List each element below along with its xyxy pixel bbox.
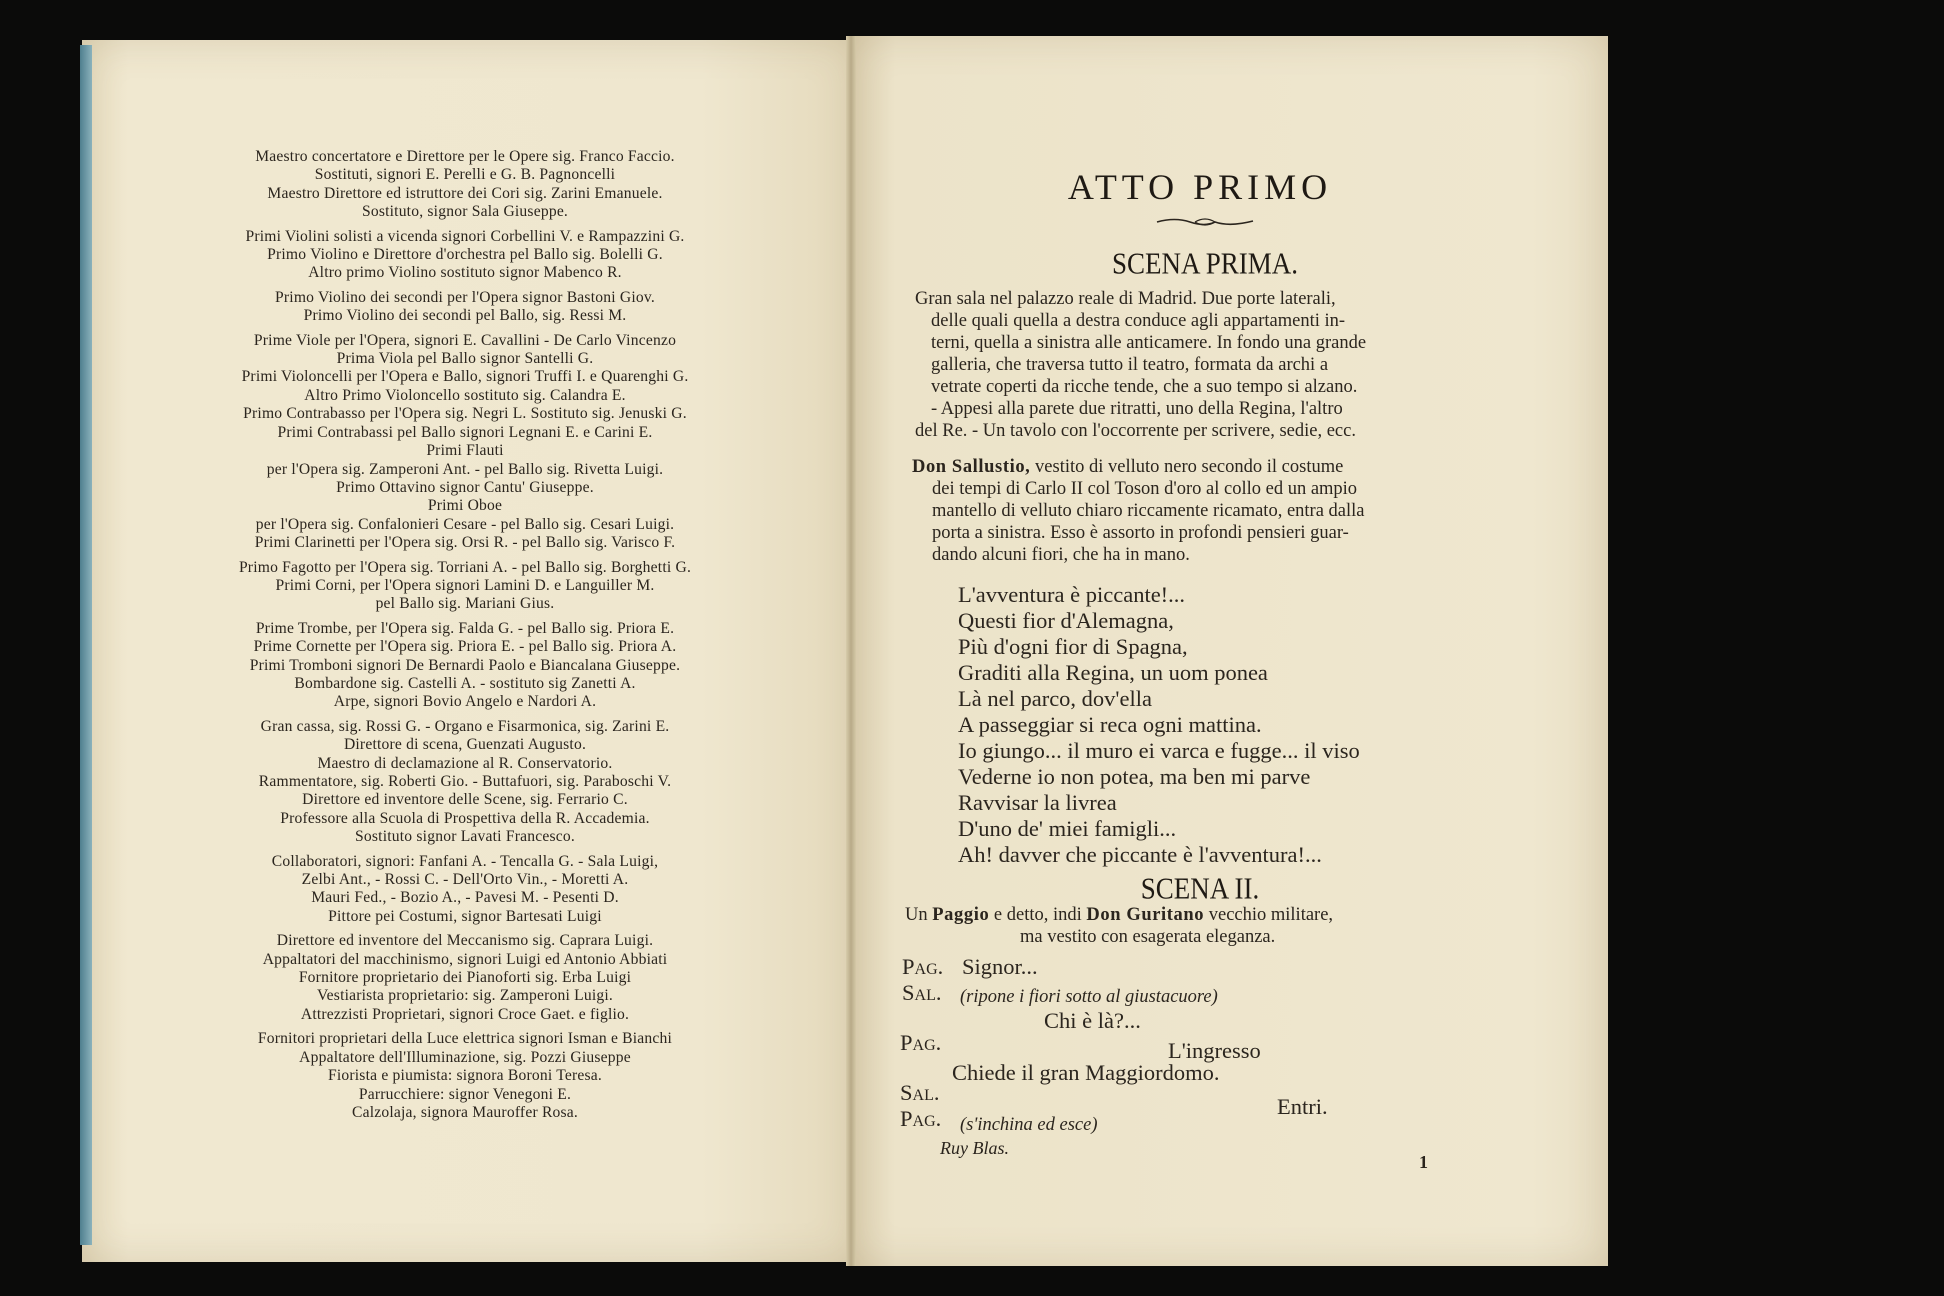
line-sal-2: Entri.	[1277, 1094, 1328, 1119]
credit-line: Attrezzisti Proprietari, signori Croce Gaet. e figlio.	[300, 1005, 630, 1023]
credit-line: Primi Flauti	[426, 442, 504, 460]
scene1-desc-line: del Re. - Un tavolo con l'occorrente per scrivere, sedie, ecc.	[915, 421, 1356, 441]
credit-line: Primo Violino dei secondi per l'Opera signor Bastoni Giov.	[275, 288, 655, 306]
book-gutter	[846, 36, 856, 1266]
verse-line: Ravvisar la livrea	[958, 790, 1117, 815]
credit-line: Arpe, signori Bovio Angelo e Nardori A.	[333, 693, 597, 711]
credit-line: Prime Cornette per l'Opera sig. Priora E. - pel Ballo sig. Priora A.	[253, 638, 677, 656]
speaker-sal-1: Sal.	[902, 980, 942, 1005]
credit-line: per l'Opera sig. Zamperoni Ant. - pel Ballo sig. Rivetta Luigi.	[266, 460, 664, 478]
scene1-desc-line: vetrate coperti da ricche tende, che a suo tempo si alzano.	[931, 377, 1358, 397]
credit-line: Primo Ottavino signor Cantu' Giuseppe.	[336, 478, 594, 496]
credit-line: Primo Violino dei secondi pel Ballo, sig. Ressi M.	[303, 307, 627, 325]
scene2-intro-c: vecchio militare,	[1208, 905, 1334, 925]
credit-line: Direttore di scena, Guenzati Augusto.	[343, 736, 587, 754]
verse-line: Io giungo... il muro ei varca e fugge... il viso	[958, 738, 1360, 763]
scene1-title: SCENA PRIMA.	[1111, 245, 1299, 281]
credit-line: Bombardone sig. Castelli A. - sostituto sig Zanetti A.	[294, 674, 636, 692]
running-footer: Ruy Blas.	[940, 1138, 1009, 1158]
credit-line: Fornitore proprietario dei Pianoforti sig. Erba Luigi	[298, 969, 632, 987]
credit-line: Maestro Direttore ed istruttore dei Cori sig. Zarini Emanuele.	[267, 184, 663, 202]
char1-desc-line: mantello di velluto chiaro riccamente ricamato, entra dalla	[932, 501, 1365, 521]
credit-line: Prima Viola pel Ballo signor Santelli G.	[336, 350, 594, 368]
credit-line: Prime Viole per l'Opera, signori E. Cavallini - De Carlo Vincenzo	[253, 331, 677, 349]
credit-line: pel Ballo sig. Mariani Gius.	[375, 595, 555, 613]
credit-line: Primi Tromboni signori De Bernardi Paolo e Biancalana Giuseppe.	[249, 656, 681, 674]
credit-line: Primo Fagotto per l'Opera sig. Torriani A. - pel Ballo sig. Borghetti G.	[238, 558, 692, 576]
verse-line: L'avventura è piccante!...	[958, 582, 1186, 607]
credit-line: Collaboratori, signori: Fanfani A. - Tencalla G. - Sala Luigi,	[271, 852, 659, 870]
credit-line: per l'Opera sig. Confalonieri Cesare - pel Ballo sig. Cesari Luigi.	[255, 515, 675, 533]
credit-line: Prime Trombe, per l'Opera sig. Falda G. - pel Ballo sig. Priora E.	[255, 619, 675, 637]
line-pag-1: Signor...	[962, 954, 1038, 979]
scene1-desc-line: - Appesi alla parete due ritratti, uno della Regina, l'altro	[931, 399, 1343, 419]
act-title: ATTO PRIMO	[1067, 167, 1333, 207]
verse-line: Là nel parco, dov'ella	[958, 686, 1152, 711]
scene1-desc-line: delle quali quella a destra conduce agli appartamenti in-	[931, 311, 1346, 331]
credit-line: Primi Clarinetti per l'Opera sig. Orsi R. - pel Ballo sig. Varisco F.	[254, 534, 676, 552]
credit-line: Pittore pei Costumi, signor Bartesati Luigi	[328, 907, 602, 925]
credit-line: Zelbi Ant., - Rossi C. - Dell'Orto Vin., - Moretti A.	[301, 871, 629, 889]
credit-line: Altro primo Violino sostituto signor Mabenco R.	[308, 264, 622, 282]
credit-line: Primo Contrabasso per l'Opera sig. Negri L. Sostituto sig. Jenuski G.	[243, 405, 687, 423]
scene2-intro-a: Un	[905, 905, 928, 925]
credit-line: Primi Violoncelli per l'Opera e Ballo, signori Truffi I. e Quarenghi G.	[241, 368, 689, 386]
credit-line: Primi Violini solisti a vicenda signori Corbellini V. e Rampazzini G.	[245, 227, 685, 245]
verse-line: Questi fior d'Alemagna,	[958, 608, 1174, 633]
credit-line: Gran cassa, sig. Rossi G. - Organo e Fisarmonica, sig. Zarini E.	[260, 717, 670, 735]
credits-list	[140, 148, 790, 1122]
line-pag-2a: L'ingresso	[1168, 1038, 1261, 1063]
scene2-intro-b: e detto, indi	[993, 905, 1082, 925]
direction-pag-3: (s'inchina ed esce)	[960, 1115, 1098, 1135]
cover-edge	[80, 45, 92, 1245]
scene2-intro	[905, 904, 1505, 948]
scene2-intro-d: ma vestito con esagerata eleganza.	[1020, 927, 1276, 947]
speaker-pag-3: Pag.	[900, 1106, 942, 1131]
scene1-description	[915, 288, 1495, 442]
credit-line: Professore alla Scuola di Prospettiva della R. Accademia.	[280, 809, 650, 827]
credit-line: Fornitori proprietari della Luce elettrica signori Isman e Bianchi	[257, 1030, 673, 1048]
credit-line: Sostituti, signori E. Perelli e G. B. Pagnoncelli	[314, 166, 616, 184]
credit-line: Altro Primo Violoncello sostituto sig. Calandra E.	[304, 386, 626, 404]
page-number: 1	[1419, 1152, 1428, 1172]
credit-line: Primi Corni, per l'Opera signori Lamini D. e Languiller M.	[275, 576, 655, 594]
char1-desc-line: dando alcuni fiori, che ha in mano.	[932, 545, 1190, 565]
credit-line: Primi Contrabassi pel Ballo signori Legnani E. e Carini E.	[277, 423, 653, 441]
credit-line: Primi Oboe	[427, 497, 503, 515]
credit-line: Sostituto, signor Sala Giuseppe.	[361, 203, 569, 221]
speaker-sal-2: Sal.	[900, 1080, 940, 1105]
char1-block	[912, 456, 1502, 566]
credit-line: Direttore ed inventore del Meccanismo sig. Caprara Luigi.	[276, 932, 654, 950]
scene1-desc-line: galleria, che traversa tutto il teatro, formata da archi a	[931, 355, 1329, 375]
credit-line: Calzolaja, signora Mauroffer Rosa.	[351, 1103, 579, 1121]
verses-block	[958, 582, 1478, 868]
credit-line: Appaltatore dell'Illuminazione, sig. Pozzi Giuseppe	[299, 1048, 631, 1066]
verse-line: Graditi alla Regina, un uom ponea	[958, 660, 1268, 685]
credit-line: Appaltatori del macchinismo, signori Luigi ed Antonio Abbiati	[262, 950, 668, 968]
scene2-char-b: Don Guritano	[1086, 905, 1205, 925]
verse-line: Vederne io non potea, ma ben mi parve	[958, 764, 1311, 789]
credit-line: Fiorista e piumista: signora Boroni Teresa.	[327, 1067, 602, 1085]
verse-line: D'uno de' miei famigli...	[958, 816, 1177, 841]
line-pag-2b: Chiede il gran Maggiordomo.	[952, 1060, 1220, 1085]
char1-desc-0: vestito di velluto nero secondo il costume	[1035, 457, 1344, 477]
verse-line: Ah! davver che piccante è l'avventura!...	[958, 842, 1322, 867]
credit-line: Direttore ed inventore delle Scene, sig. Ferrario C.	[302, 791, 628, 809]
credit-line: Maestro concertatore e Direttore per le Opere sig. Franco Faccio.	[255, 148, 675, 165]
scene1-desc-line: terni, quella a sinistra alle anticamere. In fondo una grande	[931, 333, 1367, 353]
credit-line: Sostituto signor Lavati Francesco.	[355, 828, 575, 846]
credit-line: Maestro di declamazione al R. Conservatorio.	[317, 754, 613, 772]
credit-line: Vestiarista proprietario: sig. Zamperoni Luigi.	[316, 987, 614, 1005]
credit-line: Parrucchiere: signor Venegoni E.	[358, 1085, 572, 1103]
credit-line: Mauri Fed., - Bozio A., - Pavesi M. - Pesenti D.	[311, 889, 619, 907]
char1-desc-line: porta a sinistra. Esso è assorto in profondi pensieri guar-	[932, 523, 1349, 543]
scene1-desc-line: Gran sala nel palazzo reale di Madrid. Due porte laterali,	[915, 289, 1336, 309]
line-sal-1: Chi è là?...	[1044, 1008, 1141, 1033]
verse-line: A passeggiar si reca ogni mattina.	[958, 712, 1262, 737]
speaker-pag-2: Pag.	[900, 1030, 942, 1055]
ornament-divider	[1155, 215, 1255, 229]
speaker-pag-1: Pag.	[902, 954, 944, 979]
char1-name: Don Sallustio,	[912, 457, 1031, 477]
scene2-title: SCENA II.	[1140, 870, 1260, 906]
credit-line: Primo Violino e Direttore d'orchestra pel Ballo sig. Bolelli G.	[267, 246, 663, 264]
credit-line: Rammentatore, sig. Roberti Gio. - Buttafuori, sig. Paraboschi V.	[258, 773, 672, 790]
verse-line: Più d'ogni fior di Spagna,	[958, 634, 1188, 659]
direction-sal-1: (ripone i fiori sotto al giustacuore)	[960, 987, 1218, 1007]
char1-desc-line: dei tempi di Carlo II col Toson d'oro al collo ed un ampio	[932, 479, 1358, 499]
scene2-char-a: Paggio	[932, 905, 990, 925]
